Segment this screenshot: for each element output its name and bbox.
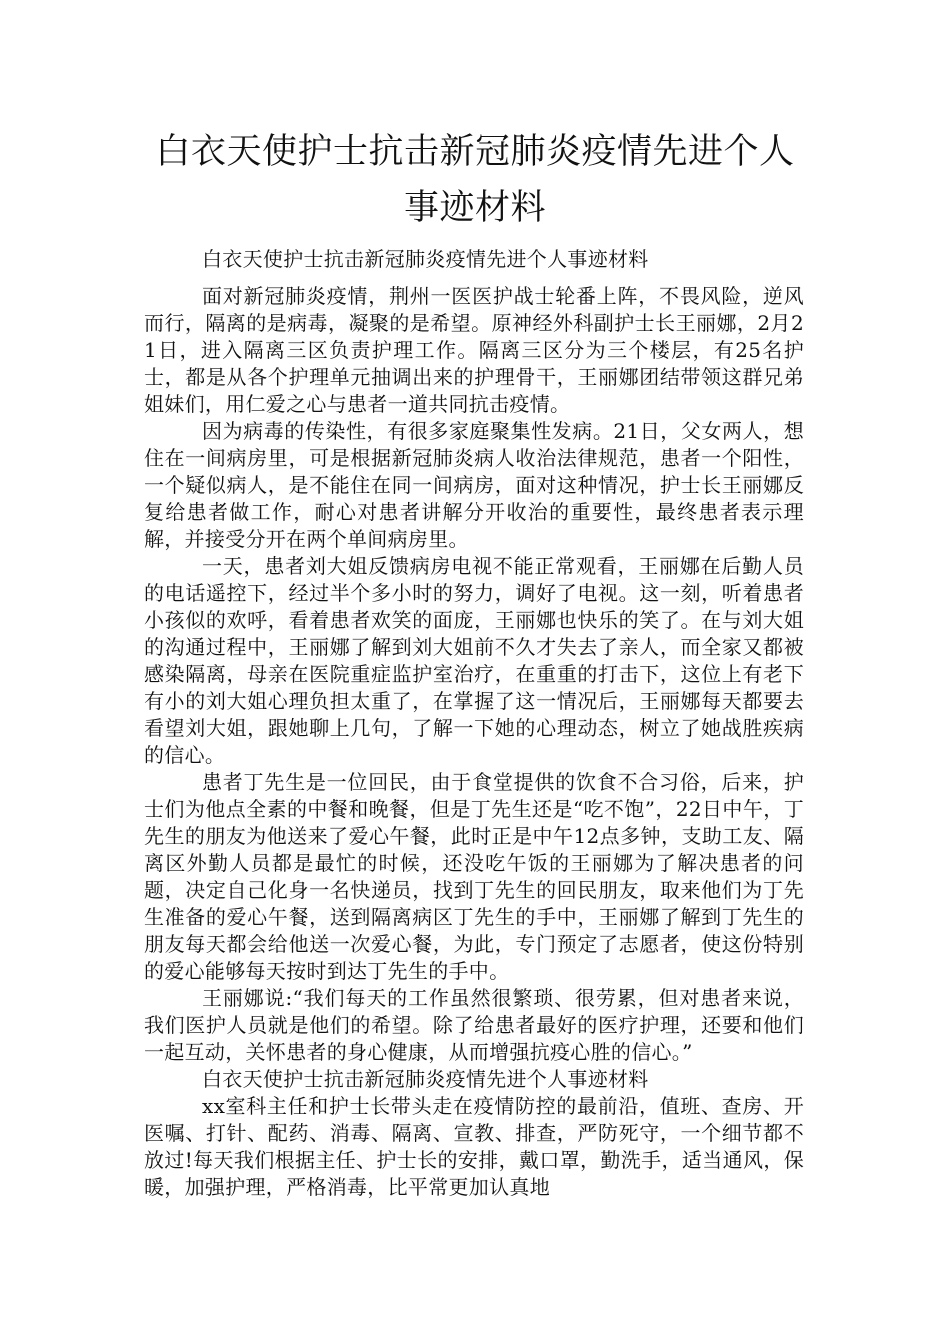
document-title: 白衣天使护士抗击新冠肺炎疫情先进个人事迹材料: [155, 132, 795, 228]
body-paragraph: xx室科主任和护士长带头走在疫情防控的最前沿，值班、查房、开医嘱、打针、配药、消毒、隔离、宣教、排查，严防死守，一个细节都不放过!每天我们根据主任、护士长的安排，戴口罩，勤洗手，适当通风，保暖，加强护理，严格消毒，比平常更加认真地: [144, 1094, 804, 1199]
body-paragraph: 面对新冠肺炎疫情，荆州一医医护战士轮番上阵，不畏风险，逆风而行，隔离的是病毒，凝聚的是希望。原神经外科副护士长王丽娜，2月21日，进入隔离三区负责护理工作。隔离三区分为三个楼层，有25名护士，都是从各个护理单元抽调出来的护理骨干，王丽娜团结带领这群兄弟姐妹们，用仁爱之心与患者一道共同抗击疫情。: [144, 284, 804, 416]
body-paragraph: 王丽娜说:“我们每天的工作虽然很繁琐、很劳累，但对患者来说，我们医护人员就是他们的希望。除了给患者最好的医疗护理，还要和他们一起互动，关怀患者的身心健康，从而增强抗疫心胜的信心。”: [144, 986, 804, 1064]
document-body: [144, 246, 804, 1201]
section-heading: 白衣天使护士抗击新冠肺炎疫情先进个人事迹材料: [202, 1067, 649, 1091]
document-subtitle: 白衣天使护士抗击新冠肺炎疫情先进个人事迹材料: [202, 247, 649, 271]
body-paragraph: 患者丁先生是一位回民，由于食堂提供的饮食不合习俗，后来，护士们为他点全素的中餐和晚餐，但是丁先生还是“吃不饱”，22日中午，丁先生的朋友为他送来了爱心午餐，此时正是中午12点多钟，支助工友、隔离区外勤人员都是最忙的时候，还没吃午饭的王丽娜为了解决患者的问题，决定自己化身一名快递员，找到丁先生的回民朋友，取来他们为丁先生准备的爱心午餐，送到隔离病区丁先生的手中，王丽娜了解到丁先生的朋友每天都会给他送一次爱心餐，为此，专门预定了志愿者，使这份特别的爱心能够每天按时到达丁先生的手中。: [144, 770, 804, 983]
body-paragraph: 因为病毒的传染性，有很多家庭聚集性发病。21日，父女两人，想住在一间病房里，可是根据新冠肺炎病人收治法律规范，患者一个阳性，一个疑似病人，是不能住在同一间病房，面对这种情况，护士长王丽娜反复给患者做工作，耐心对患者讲解分开收治的重要性，最终患者表示理解，并接受分开在两个单间病房里。: [144, 419, 804, 551]
body-paragraph: 一天，患者刘大姐反馈病房电视不能正常观看，王丽娜在后勤人员的电话遥控下，经过半个多小时的努力，调好了电视。这一刻，听着患者小孩似的欢呼，看着患者欢笑的面庞，王丽娜也快乐的笑了。在与刘大姐的沟通过程中，王丽娜了解到刘大姐前不久才失去了亲人，而全家又都被感染隔离，母亲在医院重症监护室治疗，在重重的打击下，这位上有老下有小的刘大姐心理负担太重了，在掌握了这一情况后，王丽娜每天都要去看望刘大姐，跟她聊上几句，了解一下她的心理动态，树立了她战胜疾病的信心。: [144, 554, 804, 767]
